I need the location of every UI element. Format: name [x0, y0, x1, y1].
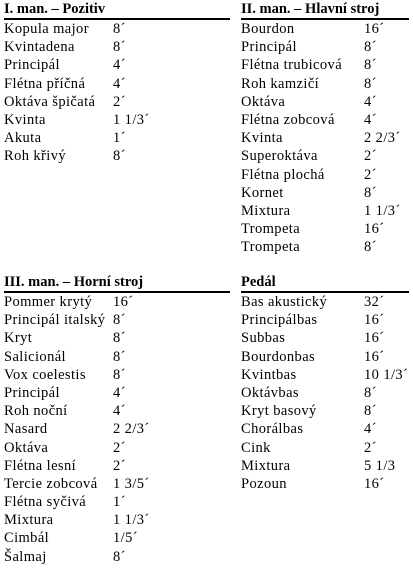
stop-row	[241, 311, 409, 329]
stop-pitch: 1 1/3´	[113, 111, 150, 128]
stop-row	[4, 93, 230, 111]
stop-name: Kryt	[4, 330, 33, 347]
stop-pitch: 8´	[113, 548, 126, 565]
stop-row	[4, 402, 230, 420]
stop-pitch: 5 1/3	[364, 457, 396, 474]
stop-name: Šalmaj	[4, 548, 47, 565]
stop-row	[241, 457, 409, 475]
stop-name: Oktáva špičatá	[4, 93, 96, 110]
stop-name: Salicionál	[4, 348, 66, 365]
stop-row	[4, 493, 230, 511]
stop-pitch: 16´	[364, 475, 385, 492]
stop-row	[4, 38, 230, 56]
stop-name: Roh křivý	[4, 148, 67, 165]
stop-name: Flétna plochá	[241, 166, 325, 183]
manual-block-pedal	[241, 273, 409, 493]
stop-pitch: 2 2/3´	[113, 421, 150, 438]
stop-row	[241, 75, 409, 93]
stop-name: Cimbál	[4, 530, 50, 547]
stop-pitch: 2´	[364, 148, 377, 165]
stop-pitch: 16´	[113, 294, 134, 310]
stop-row	[241, 166, 409, 184]
stop-pitch: 4´	[364, 421, 377, 438]
stop-name: Flétna zobcová	[241, 111, 335, 128]
stop-row	[4, 529, 230, 547]
stop-pitch: 8´	[113, 366, 126, 383]
stop-pitch: 16´	[364, 330, 385, 347]
stop-pitch: 8´	[113, 21, 126, 37]
stop-row	[4, 311, 230, 329]
manual-heading: II. man. – Hlavní stroj	[241, 0, 409, 20]
stop-name: Principálbas	[241, 312, 318, 329]
stop-name: Flétna příčná	[4, 75, 86, 92]
stop-row	[4, 384, 230, 402]
stop-name: Pozoun	[241, 475, 287, 492]
stop-name: Kornet	[241, 184, 284, 201]
stop-row	[241, 129, 409, 147]
stop-row	[241, 38, 409, 56]
stop-row	[241, 111, 409, 129]
stop-name: Principál italský	[4, 312, 106, 329]
stop-pitch: 8´	[113, 348, 126, 365]
stop-row	[241, 293, 409, 311]
stop-name: Flétna syčivá	[4, 494, 87, 511]
stop-pitch: 1 3/5´	[113, 475, 150, 492]
stop-row	[4, 20, 230, 38]
stop-pitch: 8´	[364, 403, 377, 420]
stop-name: Bourdonbas	[241, 348, 316, 365]
stop-name: Kvinta	[4, 111, 46, 128]
stop-pitch: 10 1/3´	[364, 366, 409, 383]
stop-name: Flétna lesní	[4, 457, 77, 474]
stop-list	[241, 20, 409, 256]
stop-row	[4, 111, 230, 129]
stop-row	[241, 56, 409, 74]
stop-pitch: 16´	[364, 312, 385, 329]
stop-name: Bourdon	[241, 21, 295, 37]
manual-block-hlavni-stroj	[241, 0, 409, 256]
stop-name: Trompeta	[241, 221, 301, 238]
stop-name: Pommer krytý	[4, 294, 93, 310]
stop-pitch: 4´	[364, 111, 377, 128]
stop-row	[241, 475, 409, 493]
stop-row	[241, 420, 409, 438]
stop-name: Oktáva	[241, 93, 286, 110]
stop-row	[241, 348, 409, 366]
stop-row	[4, 348, 230, 366]
stop-name: Principál	[4, 384, 60, 401]
stop-pitch: 4´	[113, 57, 126, 74]
stop-pitch: 1 1/3´	[364, 202, 401, 219]
stop-pitch: 4´	[113, 403, 126, 420]
manual-heading: III. man. – Horní stroj	[4, 273, 230, 293]
stop-pitch: 2 2/3´	[364, 130, 401, 147]
stop-row	[241, 329, 409, 347]
stop-row	[241, 384, 409, 402]
stop-pitch: 2´	[364, 166, 377, 183]
stop-pitch: 32´	[364, 294, 385, 310]
stop-row	[241, 439, 409, 457]
stop-name: Mixtura	[4, 512, 54, 529]
stop-row	[4, 329, 230, 347]
stop-row	[4, 56, 230, 74]
stop-pitch: 2´	[113, 439, 126, 456]
stop-name: Trompeta	[241, 239, 301, 256]
stop-pitch: 2´	[113, 93, 126, 110]
stop-name: Nasard	[4, 421, 48, 438]
stop-name: Cink	[241, 439, 271, 456]
stop-name: Kvintbas	[241, 366, 297, 383]
stop-row	[4, 420, 230, 438]
stop-pitch: 4´	[113, 75, 126, 92]
stop-list	[241, 293, 409, 493]
stop-row	[4, 511, 230, 529]
stop-row	[241, 220, 409, 238]
stop-name: Mixtura	[241, 457, 291, 474]
stop-name: Flétna trubicová	[241, 57, 343, 74]
stop-name: Chorálbas	[241, 421, 304, 438]
stop-pitch: 4´	[113, 384, 126, 401]
stop-row	[4, 293, 230, 311]
stop-row	[4, 439, 230, 457]
stop-pitch: 2´	[113, 457, 126, 474]
stop-name: Kryt basový	[241, 403, 317, 420]
stop-pitch: 16´	[364, 21, 385, 37]
stop-row	[4, 475, 230, 493]
stop-pitch: 1/5´	[113, 530, 138, 547]
stop-pitch: 8´	[113, 39, 126, 56]
stop-row	[241, 184, 409, 202]
stop-pitch: 8´	[364, 239, 377, 256]
stop-pitch: 2´	[364, 439, 377, 456]
stop-row	[4, 129, 230, 147]
stop-row	[4, 548, 230, 566]
manual-block-pozitiv	[4, 0, 230, 166]
stop-name: Kvinta	[241, 130, 283, 147]
stop-pitch: 8´	[113, 330, 126, 347]
stop-row	[4, 457, 230, 475]
stop-pitch: 16´	[364, 348, 385, 365]
stop-row	[241, 202, 409, 220]
stop-pitch: 1´	[113, 130, 126, 147]
stop-name: Mixtura	[241, 202, 291, 219]
stop-row	[241, 402, 409, 420]
stop-name: Principál	[241, 39, 297, 56]
stop-row	[241, 366, 409, 384]
stop-pitch: 8´	[364, 57, 377, 74]
stop-pitch: 8´	[364, 75, 377, 92]
stop-name: Tercie zobcová	[4, 475, 98, 492]
stop-name: Akuta	[4, 130, 42, 147]
stop-name: Bas akustický	[241, 294, 328, 310]
stop-pitch: 16´	[364, 221, 385, 238]
stop-pitch: 4´	[364, 93, 377, 110]
stop-name: Kvintadena	[4, 39, 75, 56]
stop-pitch: 8´	[364, 39, 377, 56]
stop-list	[4, 293, 230, 566]
manual-block-horni-stroj	[4, 273, 230, 566]
stop-row	[241, 93, 409, 111]
stop-list	[4, 20, 230, 166]
stop-row	[4, 366, 230, 384]
stop-name: Roh kamzičí	[241, 75, 320, 92]
stop-row	[4, 75, 230, 93]
stop-pitch: 1´	[113, 494, 126, 511]
stop-pitch: 8´	[364, 384, 377, 401]
stop-row	[241, 147, 409, 165]
stop-row	[241, 20, 409, 38]
stop-name: Subbas	[241, 330, 286, 347]
stop-pitch: 8´	[113, 148, 126, 165]
stop-name: Roh noční	[4, 403, 68, 420]
stop-name: Kopula major	[4, 21, 89, 37]
stop-name: Oktáva	[4, 439, 49, 456]
stop-row	[4, 147, 230, 165]
manual-heading: Pedál	[241, 273, 409, 293]
stop-name: Oktávbas	[241, 384, 299, 401]
stop-name: Vox coelestis	[4, 366, 86, 383]
manual-heading: I. man. – Pozitiv	[4, 0, 230, 20]
stop-row	[241, 238, 409, 256]
stop-pitch: 8´	[113, 312, 126, 329]
stop-pitch: 8´	[364, 184, 377, 201]
stop-pitch: 1 1/3´	[113, 512, 150, 529]
stop-name: Superoktáva	[241, 148, 318, 165]
stop-name: Principál	[4, 57, 60, 74]
